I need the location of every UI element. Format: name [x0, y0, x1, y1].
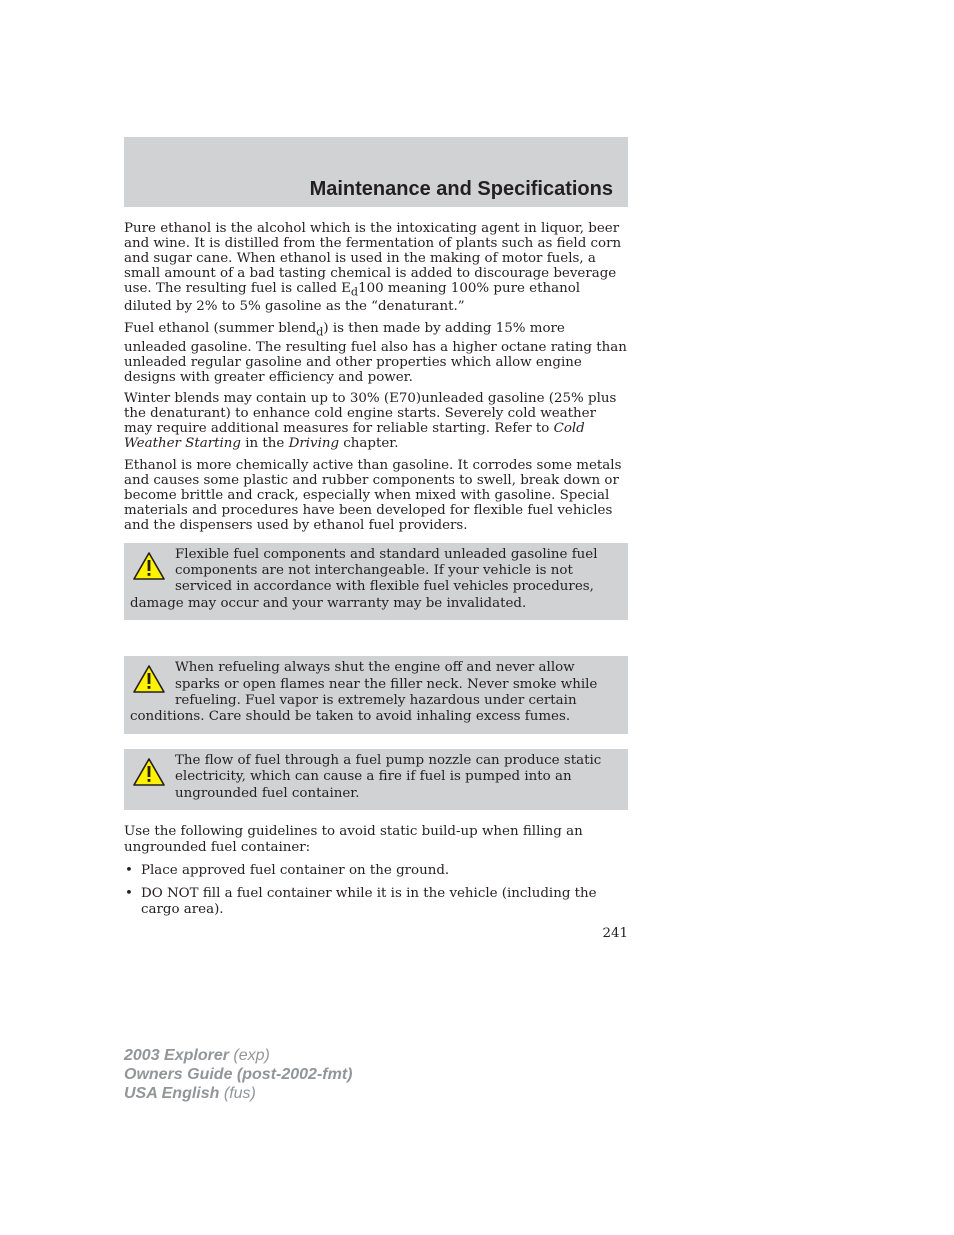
- document-footer: [124, 1046, 352, 1103]
- cross-reference-cold-weather: Cold Weather Starting: [124, 421, 585, 452]
- warning-box-components: [124, 543, 628, 621]
- guidelines-list: [124, 863, 628, 919]
- list-item: • Place approved fuel container on the ground.: [125, 863, 450, 879]
- list-item: • DO NOT fill a fuel container while it is in the vehicle (including the cargo area).: [125, 886, 597, 918]
- paragraph-ethanol-chemistry: Ethanol is more chemically active than gasoline. It corrodes some metals and causes some plastic and rubber components to swell, break down or become brittle and crack, especially when mixed with gasoline. Special materials and procedures have been developed for flexible fuel vehicles and the dispensers used by ethanol fuel providers.: [124, 458, 622, 533]
- paragraph-winter-blends: Winter blends may contain up to 30% (E70)unleaded gasoline (25% plus the denaturant) to enhance cold engine starts. Severely cold weather may require additional measures for reliable starting. Refer to Cold Weather Starting in the Driving chapter.: [124, 391, 617, 452]
- bullet-icon: •: [125, 863, 133, 879]
- page-content: [124, 222, 628, 926]
- warning-box-refueling: [124, 656, 628, 734]
- warning-triangle-icon: [132, 757, 166, 787]
- warning-box-static: [124, 749, 628, 810]
- footer-line-model: 2003 Explorer (exp): [124, 1047, 270, 1064]
- warning-text: When refueling always shut the engine off and never allow sparks or open flames near the filler neck. Never smoke while refueling. Fuel vapor is extremely hazardous under certain conditions. Care should be taken to avoid inhaling excess fumes.: [130, 660, 598, 725]
- section-title: Maintenance and Specifications: [309, 178, 613, 200]
- warning-triangle-icon: [132, 551, 166, 581]
- bullet-icon: •: [125, 886, 133, 902]
- warning-text: Flexible fuel components and standard unleaded gasoline fuel components are not interchangeable. If your vehicle is not serviced in accordance with flexible fuel vehicles procedures, damage may occur and your warranty may be invalidated.: [130, 546, 598, 611]
- paragraph-pure-ethanol: Pure ethanol is the alcohol which is the intoxicating agent in liquor, beer and wine. It is distilled from the fermentation of plants such as field corn and sugar cane. When ethanol is used in the making of motor fuels, a small amount of a bad tasting chemical is added to discourage beverage use. The resulting fuel is called $E_d100$ meaning 100% pure ethanol diluted by 2% to 5% gasoline as the “denaturant.”: [124, 221, 622, 315]
- warning-triangle-icon: [132, 664, 166, 694]
- section-header-band: [124, 137, 628, 207]
- cross-reference-driving: Driving: [288, 436, 340, 452]
- footer-line-language: USA English (fus): [124, 1085, 256, 1102]
- warning-text: The flow of fuel through a fuel pump nozzle can produce static electricity, which can cause a fire if fuel is pumped into an ungrounded fuel container.: [175, 752, 602, 801]
- paragraph-fuel-ethanol: Fuel ethanol (summer blend$_d$) is then made by adding 15% more unleaded gasoline. The resulting fuel also has a higher octane rating than unleaded regular gasoline and other properties which allow engine designs with greater efficiency and power.: [124, 321, 627, 385]
- guidelines-intro: Use the following guidelines to avoid static build-up when filling an ungrounded fuel container:: [124, 824, 583, 856]
- footer-line-guide: Owners Guide (post-2002-fmt): [124, 1066, 353, 1083]
- page-number: 241: [602, 926, 628, 941]
